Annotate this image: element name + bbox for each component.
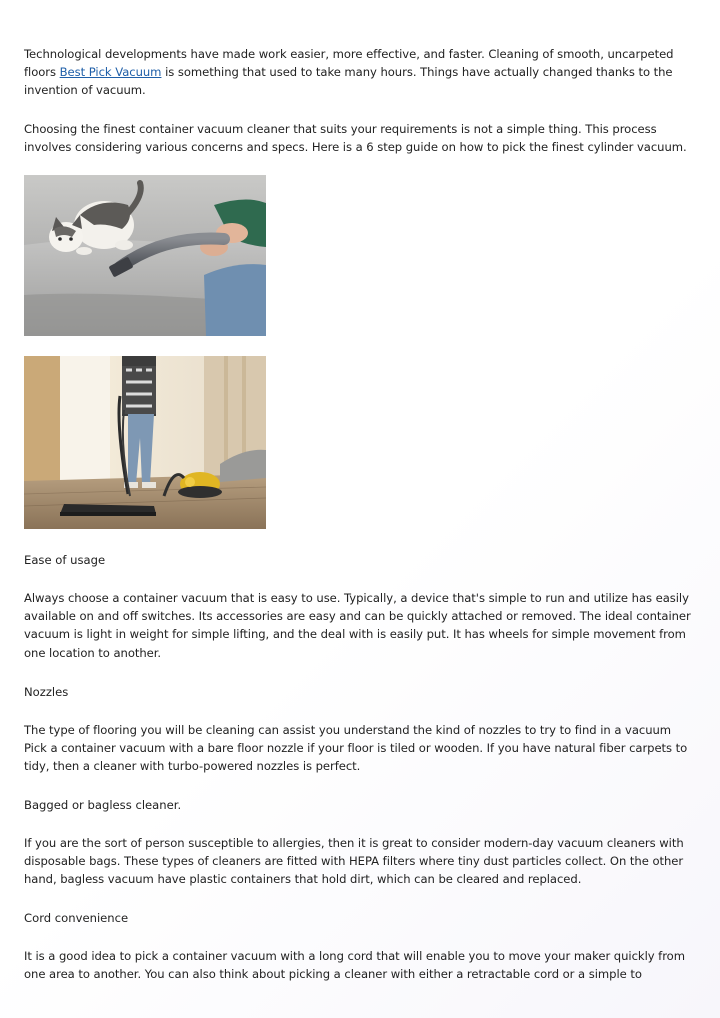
intro-text-after-link: is something that used to take many hours. Things have actually changed thanks to the invention of vacuum. — [24, 65, 673, 98]
bagged-heading: Bagged or bagless cleaner. — [24, 798, 182, 812]
ease-of-usage-heading: Ease of usage — [24, 553, 106, 567]
bagged-paragraph: If you are the sort of person susceptible to allergies, then it is great to consider modern-day vacuum cleaners with disposable bags. These types of cleaners are fitted with HEPA filters where tiny dust particles collect. On the other hand, bagless vacuum have plastic containers that hold dirt, which can be cleared and replaced. — [24, 836, 684, 887]
cat-sofa-vacuum-image — [24, 175, 266, 336]
cord-convenience-paragraph: It is a good idea to pick a container vacuum with a long cord that will enable you to move your maker quickly from one area to another. You can also think about picking a cleaner with either a retractable cord or a simple to — [24, 949, 685, 982]
intro-text-before-link: Technological developments have made work easier, more effective, and faster. Cleaning of smooth, uncarpeted floors — [24, 47, 674, 80]
cord-convenience-heading: Cord convenience — [24, 911, 129, 925]
best-pick-vacuum-link[interactable]: Best Pick Vacuum — [59, 65, 162, 80]
floor-vacuuming-photo — [24, 356, 266, 529]
ease-of-usage-paragraph: Always choose a container vacuum that is easy to use. Typically, a device that's simple to run and utilize has easily available on and off switches. Its accessories are easy and can be quickly attached or removed. The ideal container vacuum is light in weight for simple lifting, and the deal with is easily put. It has wheels for simple movement from one location to another. — [24, 591, 691, 660]
nozzles-heading: Nozzles — [24, 685, 69, 699]
nozzles-paragraph: The type of flooring you will be cleaning can assist you understand the kind of nozzles to try to find in a vacuum Pick a container vacuum with a bare floor nozzle if your floor is tiled or wooden. If you have natural fiber carpets to tidy, then a cleaner with turbo-powered nozzles is perfect. — [24, 723, 688, 774]
cat-sofa-vacuum-photo — [24, 175, 266, 336]
choosing-paragraph: Choosing the finest container vacuum cleaner that suits your requirements is not a simple thing. This process involves considering various concerns and specs. Here is a 6 step guide on how to pick the finest cylinder vacuum. — [24, 122, 687, 155]
intro-paragraph — [24, 45, 696, 100]
floor-vacuuming-image — [24, 356, 266, 529]
